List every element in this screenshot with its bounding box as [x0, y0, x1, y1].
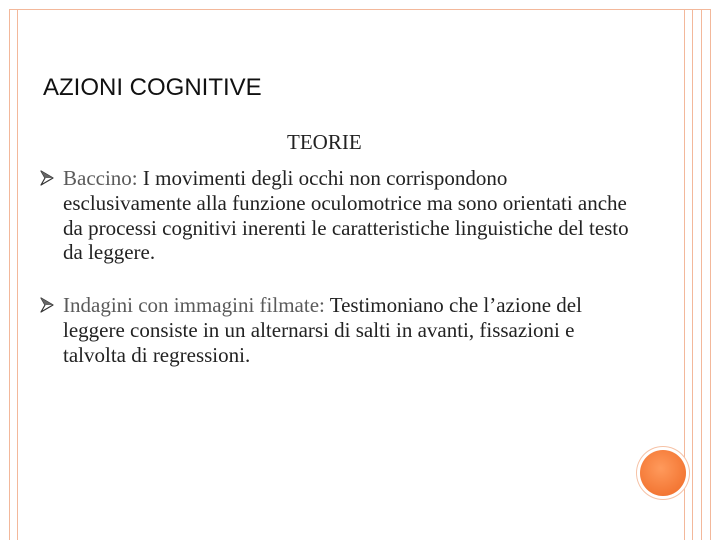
arrowhead-bullet-icon	[40, 170, 54, 186]
list-item	[40, 166, 640, 265]
bullet-term: Indagini con immagini filmate:	[63, 293, 325, 318]
list-item	[40, 293, 640, 367]
bullet-body: Testimoniano che l’azione del leggere consiste in un alternarsi di salti in avanti, fissazioni e talvolta di regressioni.	[63, 293, 582, 367]
slide-subtitle: TEORIE	[287, 130, 362, 154]
decorative-circle	[640, 450, 686, 496]
bullet-body: I movimenti degli occhi non corrispondono esclusivamente alla funzione oculomotrice ma sono orientati anche da processi cognitivi inerenti le caratteristiche linguistiche del testo da leggere.	[63, 166, 629, 265]
frame-right-inner-border	[692, 9, 702, 540]
bullet-text	[63, 293, 640, 367]
bullet-term: Baccino:	[63, 166, 138, 190]
frame-top-line	[9, 9, 711, 10]
slide-title: AZIONI COGNITIVE	[43, 74, 262, 101]
arrowhead-bullet-icon	[40, 297, 54, 313]
frame-left-border	[9, 9, 18, 540]
bullet-list	[40, 166, 640, 368]
bullet-text	[63, 166, 640, 265]
